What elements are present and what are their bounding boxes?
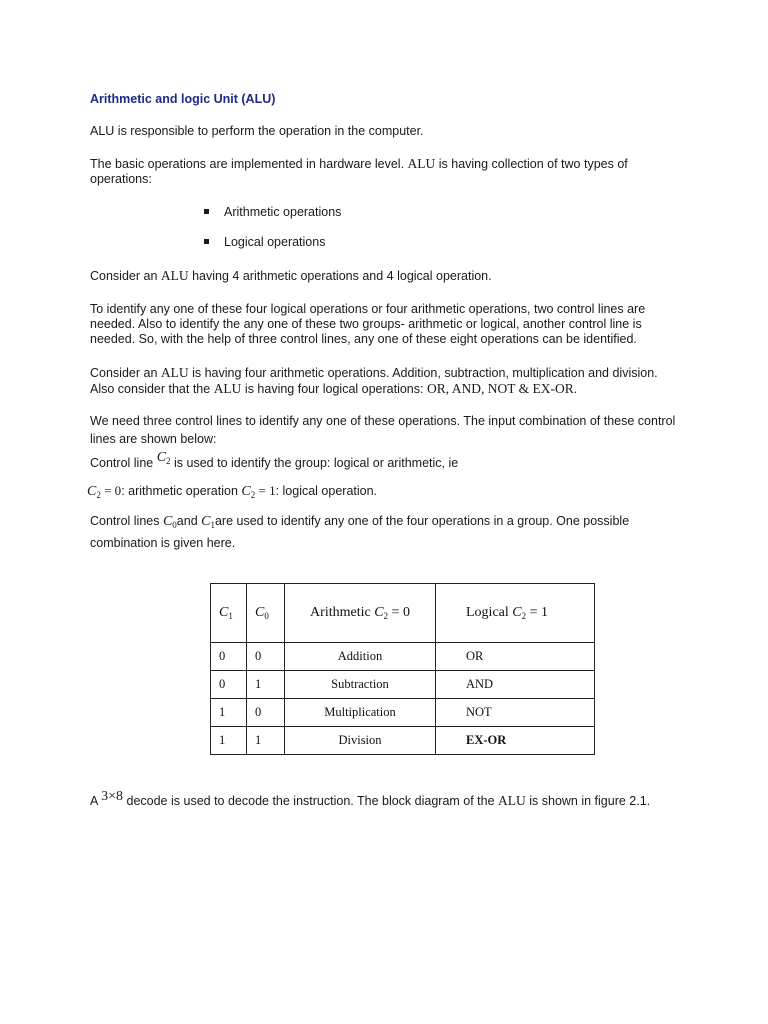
- math-c2-one: $C_2 = 1$: [241, 483, 276, 500]
- cell-c0: 1: [247, 671, 285, 699]
- bullet-icon: [204, 209, 209, 214]
- list-item-logical: Logical operations: [204, 235, 325, 249]
- paragraph-three-control-lines: We need three control lines to identify any one of these operations. The input combination of these control lines are shown below:: [90, 414, 676, 446]
- paragraph-alu-definition: ALU is responsible to perform the operation in the computer.: [90, 124, 424, 138]
- paragraph-alu-operations-count: Consider an ALU having 4 arithmetic operations and 4 logical operation.: [90, 268, 492, 283]
- math-c2: $C_2$: [156, 450, 171, 466]
- operations-table: [210, 583, 595, 755]
- math-c2-zero: $C_2 = 0$: [87, 483, 122, 500]
- cell-c0: 0: [247, 699, 285, 727]
- cell-arithmetic: Multiplication: [285, 699, 436, 727]
- table-header-row: [211, 584, 595, 643]
- paragraph-basic-operations: The basic operations are implemented in hardware level. ALU is having collection of two types of operations:: [90, 156, 628, 186]
- cell-logical: AND: [436, 671, 595, 699]
- cell-logical: OR: [436, 643, 595, 671]
- math-c1: $C_1$: [201, 514, 215, 530]
- cell-c1: 1: [211, 699, 247, 727]
- header-c1: $C_1$: [211, 584, 247, 643]
- table-row: [211, 727, 595, 755]
- cell-c0: 1: [247, 727, 285, 755]
- math-3x8: 3×8: [101, 789, 124, 804]
- cell-arithmetic: Subtraction: [285, 671, 436, 699]
- paragraph-alu-four-operations: Consider an ALU is having four arithmetic operations. Addition, subtraction, multiplication and division. Also consider that the ALU is having four logical operations: OR, AND, NOT & EX-OR.: [90, 365, 658, 396]
- cell-c1: 0: [211, 643, 247, 671]
- cell-c1: 0: [211, 671, 247, 699]
- paragraph-control-lines: To identify any one of these four logical operations or four arithmetic operations, two control lines are needed. Also to identify the any one of these two groups- arithmetic or logical, another control line is needed. So, with the help of three control lines, any one of these eight operations can be identified.: [90, 302, 646, 346]
- cell-arithmetic: Division: [285, 727, 436, 755]
- section-title: Arithmetic and logic Unit (ALU): [90, 92, 276, 106]
- paragraph-control-line-c2: Control line $C_2$ is used to identify the group: logical or arithmetic, ie: [90, 450, 459, 470]
- math-c0: $C_0$: [162, 514, 177, 530]
- table-row: [211, 671, 595, 699]
- header-logical: Logical $C_2 = 1$: [436, 584, 595, 643]
- cell-c0: 0: [247, 643, 285, 671]
- cell-c1: 1: [211, 727, 247, 755]
- header-c0: $C_0$: [247, 584, 285, 643]
- cell-logical: EX-OR: [436, 727, 595, 755]
- paragraph-control-lines-c0-c1: Control lines $C_0and$ $C_1are$ used to identify any one of the four operations in a group. One possible combination is given here.: [90, 514, 630, 550]
- paragraph-c2-values: $C_2 = 0$: arithmetic operation $C_2 = 1$: logical operation.: [87, 483, 378, 500]
- header-arithmetic: Arithmetic $C_2 = 0$: [285, 584, 436, 643]
- table-row: [211, 699, 595, 727]
- cell-arithmetic: Addition: [285, 643, 436, 671]
- cell-logical: NOT: [436, 699, 595, 727]
- bullet-icon: [204, 239, 209, 244]
- table-row: [211, 643, 595, 671]
- paragraph-decoder: A 3×8 decode is used to decode the instruction. The block diagram of the ALU is shown in figure 2.1.: [90, 789, 651, 808]
- list-item-arithmetic: Arithmetic operations: [204, 205, 341, 219]
